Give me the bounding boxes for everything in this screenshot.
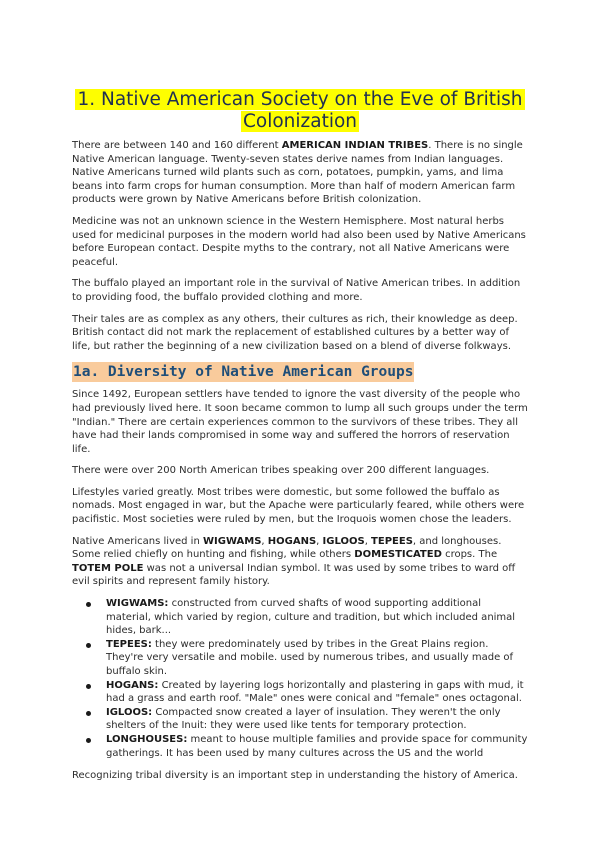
text-run: , bbox=[364, 535, 372, 547]
text-run: was not a universal Indian symbol. It was used by some tribes to ward off evil spirits and represent family history. bbox=[72, 562, 516, 588]
dwelling-description: Created by layering logs horizontally and plastering in gaps with mud, it had a grass and earth roof. "Male" ones were conical and "female" ones octagonal. bbox=[106, 679, 524, 705]
closing-paragraph: Recognizing tribal diversity is an important step in understanding the history of America. bbox=[72, 770, 518, 782]
text-run: , bbox=[316, 535, 323, 547]
text-run: There are between 140 and 160 different bbox=[72, 140, 282, 151]
dwelling-list bbox=[72, 597, 528, 760]
intro-paragraph-4: Their tales are as complex as any others, their cultures as rich, their knowledge as deep. British contact did not mark the replacement of established cultures by a better way of life, but rather the beginning of a new civilization based on a blend of diverse folkways. bbox=[72, 313, 518, 352]
bullet-icon bbox=[86, 602, 91, 607]
section-paragraph-4 bbox=[72, 535, 528, 589]
dwelling-term: HOGANS: bbox=[106, 679, 159, 691]
dwelling-term: WIGWAMS: bbox=[106, 598, 169, 610]
text-run: , and longhouses. Some relied chiefly on hunting and fishing, while others bbox=[72, 535, 502, 561]
dwelling-description: meant to house multiple families and provide space for community gatherings. It has been used by many cultures across the US and the world bbox=[106, 733, 528, 759]
highlight-term: AMERICAN INDIAN TRIBES bbox=[281, 140, 429, 151]
dwelling-term: TEPEES: bbox=[106, 638, 152, 650]
highlight-term: DOMESTICATED bbox=[354, 549, 442, 561]
intro-paragraph-2: Medicine was not an unknown science in the Western Hemisphere. Most natural herbs used for medicinal purposes in the modern world had also been used by Native Americans before European contact. Despite myths to the contrary, not all Native Americans were peaceful. bbox=[72, 215, 526, 268]
highlight-term: IGLOOS bbox=[322, 535, 365, 547]
section-paragraph-3: Lifestyles varied greatly. Most tribes were domestic, but some followed the buffalo as nomads. Most engaged in war, but the Apache were particularly feared, while others were pacifistic. Most societies were ruled by men, but the Iroquois women chose the leaders. bbox=[72, 486, 525, 526]
text-run: . There is no single Native American language. Twenty-seven states derive names from Indian languages. Native Americans turned wild plants such as corn, potatoes, pumpkin, yams, and lima beans into farm crops for human consumption. More than half of modern American farm products were grown by Native Americans before British colonization. bbox=[72, 140, 523, 206]
bullet-icon bbox=[86, 684, 91, 689]
text-run: Native Americans lived in bbox=[72, 535, 203, 547]
list-item bbox=[72, 638, 528, 679]
highlight-term: TOTEM POLE bbox=[72, 562, 144, 574]
bullet-icon bbox=[86, 738, 91, 743]
dwelling-description: Compacted snow created a layer of insulation. They weren't the only shelters of the Inuit: they were used like tents for temporary protection. bbox=[106, 706, 501, 732]
bullet-icon bbox=[86, 643, 91, 648]
dwelling-description: they were predominately used by tribes in the Great Plains region. They're very versatile and mobile. used by numerous tribes, and usually made of buffalo skin. bbox=[106, 638, 514, 677]
text-run: , bbox=[261, 535, 268, 547]
bullet-icon bbox=[86, 711, 91, 716]
list-item bbox=[72, 679, 528, 706]
intro-paragraph-3: The buffalo played an important role in the survival of Native American tribes. In addition to providing food, the buffalo provided clothing and more. bbox=[72, 278, 521, 303]
highlight-term: WIGWAMS bbox=[202, 535, 262, 547]
dwelling-term: IGLOOS: bbox=[106, 706, 153, 718]
dwelling-term: LONGHOUSES: bbox=[106, 733, 188, 745]
intro-paragraph-1 bbox=[72, 139, 528, 207]
dwelling-description: constructed from curved shafts of wood supporting additional material, which varied by region, culture and tradition, but which included animal hides, bark... bbox=[106, 598, 516, 637]
text-run: crops. The bbox=[441, 549, 498, 561]
list-item bbox=[72, 706, 528, 733]
list-item bbox=[72, 597, 528, 638]
highlight-term: TEPEES bbox=[371, 535, 413, 547]
list-item bbox=[72, 733, 528, 760]
section-paragraph-2: There were over 200 North American tribes speaking over 200 different languages. bbox=[72, 465, 490, 477]
highlight-term: HOGANS bbox=[267, 535, 317, 547]
section-paragraph-1: Since 1492, European settlers have tended to ignore the vast diversity of the people who had previously lived here. It soon became common to lump all such groups under the term "Indian." There are certain experiences common to the survivors of these tribes. They all have had their lands compromised in some way and suffered the horrors of reservation life. bbox=[72, 389, 528, 455]
page-title-block bbox=[60, 89, 540, 133]
page-title: 1. Native American Society on the Eve of British Colonization bbox=[77, 89, 523, 132]
document-body bbox=[72, 139, 528, 791]
section-heading: 1a. Diversity of Native American Groups bbox=[73, 364, 414, 381]
